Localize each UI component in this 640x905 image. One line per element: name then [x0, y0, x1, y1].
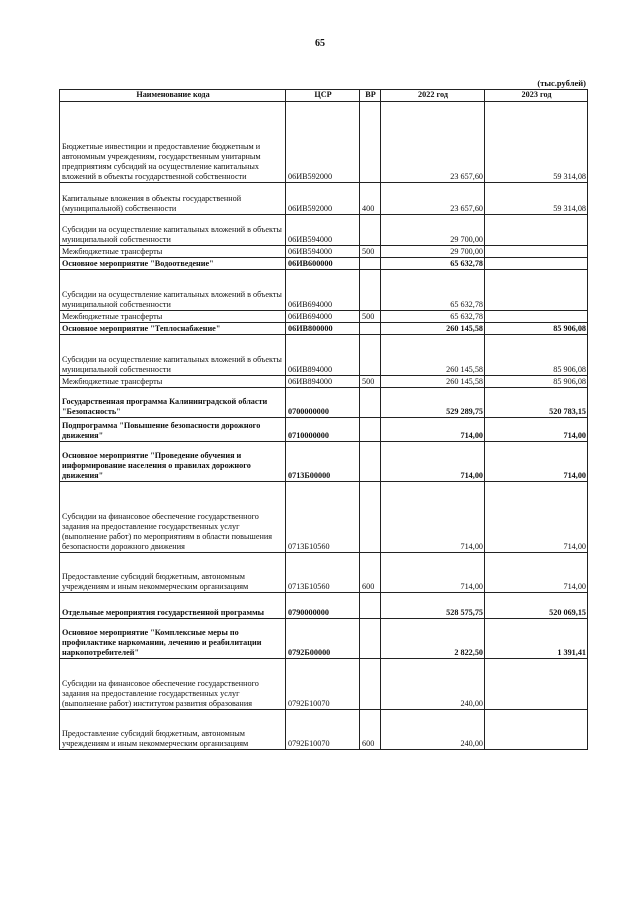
table-row: [60, 258, 588, 270]
row-2022-cell: 714,00: [381, 482, 485, 553]
row-csr-cell: 06ИВ894000: [286, 335, 360, 376]
row-csr-cell: 06ИВ694000: [286, 311, 360, 323]
row-2023-cell: 714,00: [485, 482, 588, 553]
row-2022-cell: 65 632,78: [381, 258, 485, 270]
row-vr-cell: 500: [360, 311, 381, 323]
row-2023-cell: [485, 270, 588, 311]
row-vr-cell: [360, 323, 381, 335]
table-row: [60, 593, 588, 619]
row-csr-cell: 06ИВ894000: [286, 376, 360, 388]
table-row: [60, 376, 588, 388]
row-csr-cell: 06ИВ594000: [286, 246, 360, 258]
row-vr-cell: [360, 215, 381, 246]
row-2023-cell: [485, 710, 588, 750]
row-name-cell: Субсидии на финансовое обеспечение государственного задания на предоставление государственных услуг (выполнение работ) по мероприятиям в области повышения безопасности дорожного движения: [60, 482, 286, 553]
row-vr-cell: [360, 388, 381, 418]
row-2022-cell: 240,00: [381, 710, 485, 750]
row-2023-cell: 85 906,08: [485, 323, 588, 335]
row-name-cell: Субсидии на осуществление капитальных вложений в объекты муниципальной собственности: [60, 215, 286, 246]
table-row: [60, 442, 588, 482]
row-2023-cell: 714,00: [485, 418, 588, 442]
row-2022-cell: 23 657,60: [381, 183, 485, 215]
row-2023-cell: 85 906,08: [485, 376, 588, 388]
table-row: [60, 215, 588, 246]
row-csr-cell: 0713Б10560: [286, 553, 360, 593]
row-2023-cell: [485, 311, 588, 323]
row-2022-cell: 240,00: [381, 659, 485, 710]
row-vr-cell: 600: [360, 553, 381, 593]
row-name-cell: Межбюджетные трансферты: [60, 376, 286, 388]
table-row: [60, 335, 588, 376]
row-vr-cell: [360, 418, 381, 442]
table-row: [60, 659, 588, 710]
row-2023-cell: [485, 215, 588, 246]
row-csr-cell: 06ИВ694000: [286, 270, 360, 311]
table-row: [60, 311, 588, 323]
row-2022-cell: 529 289,75: [381, 388, 485, 418]
row-csr-cell: 06ИВ592000: [286, 183, 360, 215]
row-csr-cell: 0790000000: [286, 593, 360, 619]
row-name-cell: Субсидии на осуществление капитальных вложений в объекты муниципальной собственности: [60, 270, 286, 311]
row-name-cell: Государственная программа Калининградской области "Безопасность": [60, 388, 286, 418]
row-2023-cell: 714,00: [485, 553, 588, 593]
row-csr-cell: 0713Б00000: [286, 442, 360, 482]
table-row: [60, 388, 588, 418]
table-row: [60, 323, 588, 335]
row-2023-cell: 714,00: [485, 442, 588, 482]
row-name-cell: Основное мероприятие "Проведение обучения и информирование населения о правилах дорожного движения": [60, 442, 286, 482]
table-row: [60, 418, 588, 442]
row-csr-cell: 06ИВ800000: [286, 323, 360, 335]
row-name-cell: Межбюджетные трансферты: [60, 246, 286, 258]
row-vr-cell: [360, 270, 381, 311]
table-row: [60, 270, 588, 311]
table-row: [60, 102, 588, 183]
row-name-cell: Подпрограмма "Повышение безопасности дорожного движения": [60, 418, 286, 442]
row-2022-cell: 2 822,50: [381, 619, 485, 659]
row-csr-cell: 0700000000: [286, 388, 360, 418]
table-row: [60, 619, 588, 659]
row-name-cell: Капитальные вложения в объекты государственной (муниципальной) собственности: [60, 183, 286, 215]
row-2023-cell: [485, 246, 588, 258]
row-name-cell: Межбюджетные трансферты: [60, 311, 286, 323]
row-vr-cell: [360, 258, 381, 270]
row-2023-cell: [485, 258, 588, 270]
table-header-row: [60, 90, 588, 102]
row-name-cell: Основное мероприятие "Водоотведение": [60, 258, 286, 270]
row-2022-cell: 260 145,58: [381, 376, 485, 388]
row-2022-cell: 714,00: [381, 442, 485, 482]
row-csr-cell: 0792Б10070: [286, 659, 360, 710]
row-vr-cell: [360, 593, 381, 619]
row-2022-cell: 65 632,78: [381, 311, 485, 323]
table-row: [60, 183, 588, 215]
row-vr-cell: 500: [360, 376, 381, 388]
row-2023-cell: 1 391,41: [485, 619, 588, 659]
row-name-cell: Предоставление субсидий бюджетным, автономным учреждениям и иным некоммерческим организациям: [60, 553, 286, 593]
row-name-cell: Основное мероприятие "Комплексные меры по профилактике наркомании, лечению и реабилитации наркопотребителей": [60, 619, 286, 659]
row-csr-cell: 0792Б10070: [286, 710, 360, 750]
header-2022: 2022 год: [381, 90, 485, 102]
row-vr-cell: [360, 102, 381, 183]
table-row: [60, 482, 588, 553]
row-2023-cell: 520 783,15: [485, 388, 588, 418]
row-name-cell: Субсидии на осуществление капитальных вложений в объекты муниципальной собственности: [60, 335, 286, 376]
row-vr-cell: 500: [360, 246, 381, 258]
table-row: [60, 710, 588, 750]
budget-table: [59, 89, 588, 750]
row-2022-cell: 65 632,78: [381, 270, 485, 311]
row-name-cell: Бюджетные инвестиции и предоставление бюджетным и автономным учреждениям, государственным унитарным предприятиям субсидий на осуществление капитальных вложений в объекты государственной собственности: [60, 102, 286, 183]
row-vr-cell: [360, 619, 381, 659]
row-2022-cell: 23 657,60: [381, 102, 485, 183]
row-2023-cell: 59 314,08: [485, 102, 588, 183]
row-name-cell: Предоставление субсидий бюджетным, автономным учреждениям и иным некоммерческим организациям: [60, 710, 286, 750]
row-2022-cell: 29 700,00: [381, 215, 485, 246]
header-vr: ВР: [360, 90, 381, 102]
row-vr-cell: [360, 335, 381, 376]
row-2022-cell: 714,00: [381, 553, 485, 593]
row-vr-cell: [360, 659, 381, 710]
units-label: (тыс.рублей): [537, 78, 586, 88]
row-vr-cell: [360, 482, 381, 553]
row-2022-cell: 528 575,75: [381, 593, 485, 619]
row-csr-cell: 06ИВ594000: [286, 215, 360, 246]
row-csr-cell: 0713Б10560: [286, 482, 360, 553]
row-csr-cell: 0792Б00000: [286, 619, 360, 659]
header-2023: 2023 год: [485, 90, 588, 102]
table-row: [60, 553, 588, 593]
row-2023-cell: 59 314,08: [485, 183, 588, 215]
row-name-cell: Основное мероприятие "Теплоснабжение": [60, 323, 286, 335]
page-number: 65: [315, 38, 325, 49]
row-name-cell: Субсидии на финансовое обеспечение государственного задания на предоставление государственных услуг (выполнение работ) институтом развития образования: [60, 659, 286, 710]
header-csr: ЦСР: [286, 90, 360, 102]
header-name: Наименование кода: [60, 90, 286, 102]
row-csr-cell: 06ИВ600000: [286, 258, 360, 270]
row-vr-cell: [360, 442, 381, 482]
row-vr-cell: 400: [360, 183, 381, 215]
row-2022-cell: 29 700,00: [381, 246, 485, 258]
row-csr-cell: 06ИВ592000: [286, 102, 360, 183]
row-2022-cell: 714,00: [381, 418, 485, 442]
row-vr-cell: 600: [360, 710, 381, 750]
row-2023-cell: 520 069,15: [485, 593, 588, 619]
row-name-cell: Отдельные мероприятия государственной программы: [60, 593, 286, 619]
row-2022-cell: 260 145,58: [381, 335, 485, 376]
row-csr-cell: 0710000000: [286, 418, 360, 442]
row-2022-cell: 260 145,58: [381, 323, 485, 335]
row-2023-cell: [485, 659, 588, 710]
row-2023-cell: 85 906,08: [485, 335, 588, 376]
table-row: [60, 246, 588, 258]
